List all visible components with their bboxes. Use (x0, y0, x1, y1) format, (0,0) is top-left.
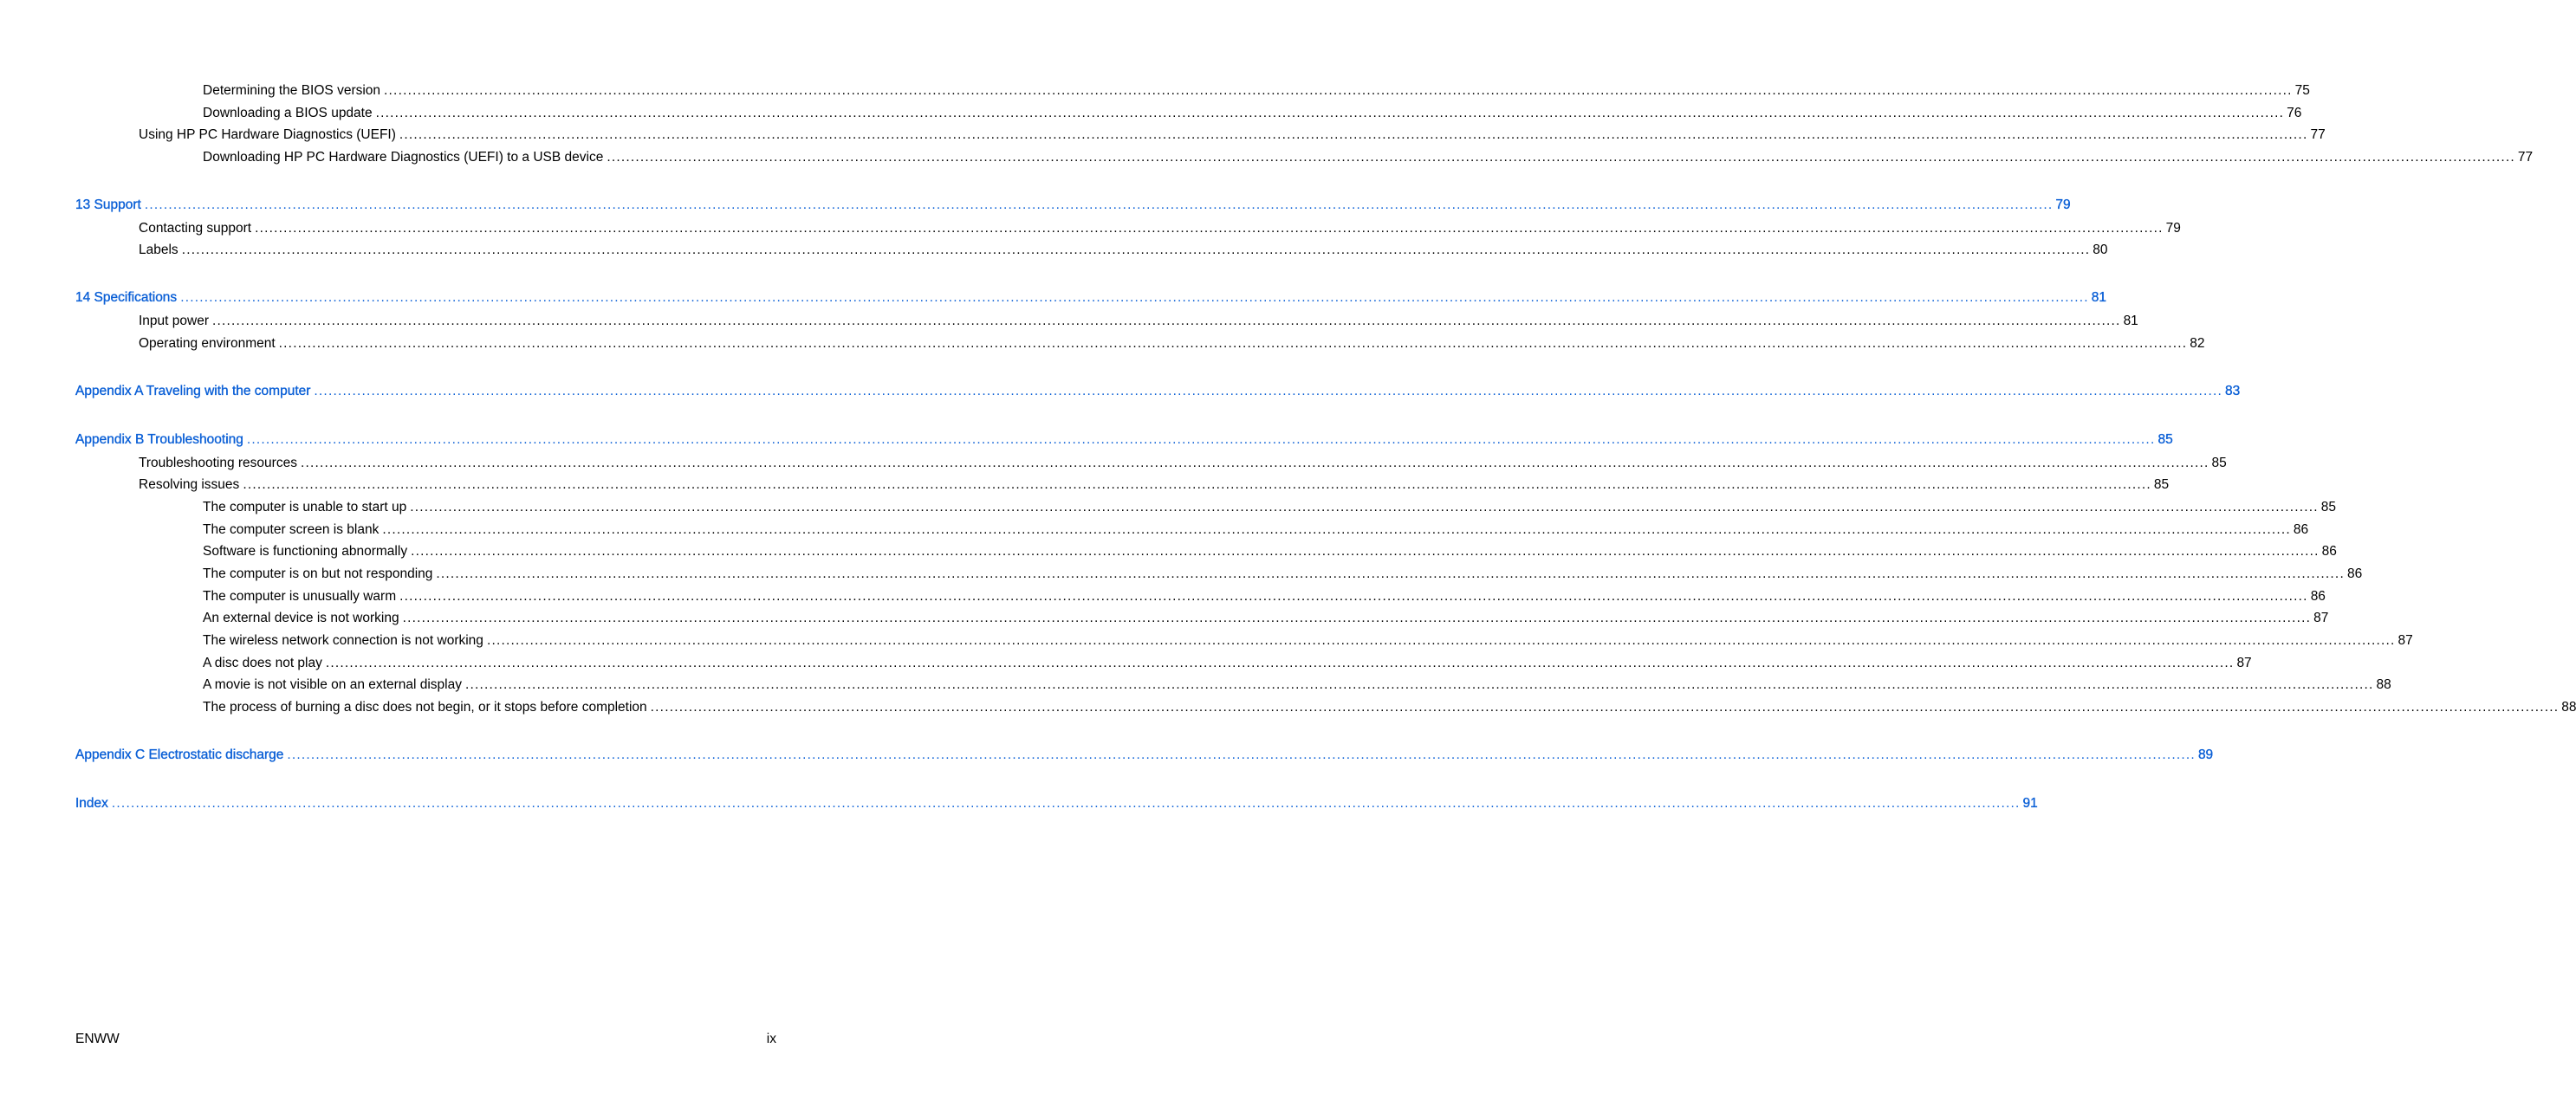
toc-dot-leader: ................................................................................................................................................................................................................................................................................................................................................................................................................ (411, 544, 2320, 559)
toc-page-number: 88 (2376, 677, 2391, 692)
toc-dot-leader: ................................................................................................................................................................................................................................................................................................................................................................................................................ (486, 633, 2396, 648)
toc-entry-title: Appendix C Electrostatic discharge (75, 747, 284, 762)
toc-entry-title: A movie is not visible on an external display (203, 677, 462, 692)
toc-entry-link[interactable] (139, 313, 2138, 330)
toc-page-number: 81 (2123, 314, 2138, 328)
toc-dot-leader: ................................................................................................................................................................................................................................................................................................................................................................................................................ (180, 290, 2089, 305)
toc-dot-leader: ................................................................................................................................................................................................................................................................................................................................................................................................................ (287, 747, 2196, 762)
toc-entry-link[interactable] (203, 566, 2363, 583)
toc-entry-title: Determining the BIOS version (203, 83, 381, 98)
toc-dot-leader: ................................................................................................................................................................................................................................................................................................................................................................................................................ (181, 243, 2091, 257)
toc-dot-leader: ................................................................................................................................................................................................................................................................................................................................................................................................................ (384, 83, 2293, 98)
toc-dot-leader: ................................................................................................................................................................................................................................................................................................................................................................................................................ (243, 477, 2151, 492)
toc-dot-leader: ................................................................................................................................................................................................................................................................................................................................................................................................................ (325, 656, 2235, 670)
toc-dot-leader: ................................................................................................................................................................................................................................................................................................................................................................................................................ (375, 106, 2285, 120)
toc-entry-link[interactable] (203, 521, 2309, 539)
toc-dot-leader: ................................................................................................................................................................................................................................................................................................................................................................................................................ (246, 432, 2156, 447)
toc-entry-title: Downloading a BIOS update (203, 106, 373, 120)
toc-page-number: 86 (2293, 522, 2309, 537)
toc-page-number: 80 (2093, 243, 2108, 257)
toc-entry-title: Appendix B Troubleshooting (75, 432, 243, 447)
toc-entry-title: The computer is unusually warm (203, 589, 397, 604)
toc-page-number: 85 (2157, 432, 2173, 447)
toc-entry-title: Using HP PC Hardware Diagnostics (UEFI) (139, 127, 396, 142)
toc-dot-leader: ................................................................................................................................................................................................................................................................................................................................................................................................................ (402, 611, 2312, 625)
toc-page-number: 89 (2197, 747, 2214, 762)
toc-dot-leader: ................................................................................................................................................................................................................................................................................................................................................................................................................ (436, 566, 2345, 581)
toc-entry-title: An external device is not working (203, 611, 399, 625)
toc-page-number: 81 (2091, 290, 2106, 305)
toc-entry-title: Labels (139, 243, 178, 257)
toc-page-number: 75 (2294, 83, 2310, 98)
toc-entry-link[interactable] (203, 588, 2326, 605)
toc-entry-link[interactable] (203, 149, 2534, 166)
toc-entry-title: The computer screen is blank (203, 522, 380, 537)
toc-dot-leader: ................................................................................................................................................................................................................................................................................................................................................................................................................ (300, 456, 2209, 470)
toc-page-number: 79 (2165, 221, 2181, 236)
toc-entry-link[interactable] (139, 220, 2181, 237)
toc-dot-leader: ................................................................................................................................................................................................................................................................................................................................................................................................................ (278, 336, 2188, 351)
toc-entry-title: Operating environment (139, 336, 276, 351)
toc-dot-leader: ................................................................................................................................................................................................................................................................................................................................................................................................................ (399, 127, 2308, 142)
toc-page-number: 85 (2211, 456, 2227, 470)
toc-entry-link[interactable] (203, 610, 2329, 627)
toc-dot-leader: ................................................................................................................................................................................................................................................................................................................................................................................................................ (111, 796, 2021, 811)
footer-label: ENWW (75, 1032, 120, 1046)
toc-entry-title: 14 Specifications (75, 290, 178, 305)
toc-chapter-link[interactable] (75, 197, 2071, 214)
toc-chapter-link[interactable] (75, 795, 2038, 812)
toc-dot-leader: ................................................................................................................................................................................................................................................................................................................................................................................................................ (410, 500, 2319, 514)
toc-page-number: 77 (2310, 127, 2326, 142)
toc-entry-link[interactable] (203, 82, 2310, 100)
toc-chapter-link[interactable] (75, 289, 2106, 307)
toc-dot-leader: ................................................................................................................................................................................................................................................................................................................................................................................................................ (399, 589, 2308, 604)
toc-entry-link[interactable] (203, 676, 2391, 694)
toc-chapter-link[interactable] (75, 383, 2241, 400)
toc-entry-link[interactable] (203, 632, 2413, 650)
toc-entry-title: The process of burning a disc does not begin, or it stops before completion (203, 700, 647, 715)
toc-entry-title: The wireless network connection is not working (203, 633, 483, 648)
toc-entry-title: Software is functioning abnormally (203, 544, 408, 559)
toc-entry-link[interactable] (139, 335, 2205, 353)
toc-entry-title: Troubleshooting resources (139, 456, 297, 470)
toc-entry-title: A disc does not play (203, 656, 322, 670)
toc-entry-link[interactable] (203, 105, 2302, 122)
toc-page-number: 85 (2320, 500, 2337, 514)
toc-dot-leader: ................................................................................................................................................................................................................................................................................................................................................................................................................ (314, 384, 2222, 398)
toc-entry-title: Appendix A Traveling with the computer (75, 384, 311, 398)
page-number: ix (766, 1032, 776, 1046)
toc-entry-title: Index (75, 796, 108, 811)
toc-dot-leader: ................................................................................................................................................................................................................................................................................................................................................................................................................ (464, 677, 2374, 692)
toc-dot-leader: ................................................................................................................................................................................................................................................................................................................................................................................................................ (144, 197, 2054, 212)
toc-entry-title: Resolving issues (139, 477, 240, 492)
toc-page-number: 76 (2287, 106, 2302, 120)
toc-page-number: 85 (2153, 477, 2170, 492)
toc-entry-title: Input power (139, 314, 209, 328)
toc-dot-leader: ................................................................................................................................................................................................................................................................................................................................................................................................................ (382, 522, 2291, 537)
toc-dot-leader: ................................................................................................................................................................................................................................................................................................................................................................................................................ (607, 150, 2515, 165)
toc-entry-link[interactable] (139, 476, 2170, 494)
toc-dot-leader: ................................................................................................................................................................................................................................................................................................................................................................................................................ (650, 700, 2560, 715)
toc-page-number: 88 (2561, 700, 2576, 715)
toc-entry-link[interactable] (139, 126, 2326, 144)
toc-page-number: 86 (2310, 589, 2326, 604)
toc-page-number: 86 (2321, 544, 2337, 559)
toc-entry-link[interactable] (203, 543, 2337, 560)
toc-page-number: 82 (2190, 336, 2205, 351)
toc-entry-link[interactable] (203, 699, 2576, 716)
toc-chapter-link[interactable] (75, 747, 2214, 764)
toc-entry-title: The computer is on but not responding (203, 566, 433, 581)
toc-entry-link[interactable] (203, 655, 2252, 672)
toc-entry-title: Contacting support (139, 221, 252, 236)
toc-dot-leader: ................................................................................................................................................................................................................................................................................................................................................................................................................ (212, 314, 2121, 328)
toc-page-number: 79 (2055, 197, 2071, 212)
toc-page-number: 87 (2398, 633, 2413, 648)
toc-entry-title: Downloading HP PC Hardware Diagnostics (UEFI) to a USB device (203, 150, 604, 165)
toc-page-number: 87 (2236, 656, 2252, 670)
toc-page-number: 77 (2517, 150, 2534, 165)
toc-page-number: 86 (2346, 566, 2363, 581)
toc-entry-title: The computer is unable to start up (203, 500, 407, 514)
toc-chapter-link[interactable] (75, 431, 2173, 449)
toc-page-number: 83 (2224, 384, 2241, 398)
toc-entry-link[interactable] (203, 499, 2337, 516)
toc-dot-leader: ................................................................................................................................................................................................................................................................................................................................................................................................................ (255, 221, 2164, 236)
toc-page-number: 91 (2022, 796, 2038, 811)
toc-entry-title: 13 Support (75, 197, 141, 212)
toc-page-number: 87 (2313, 611, 2329, 625)
toc-entry-link[interactable] (139, 242, 2108, 259)
toc-entry-link[interactable] (139, 455, 2227, 472)
